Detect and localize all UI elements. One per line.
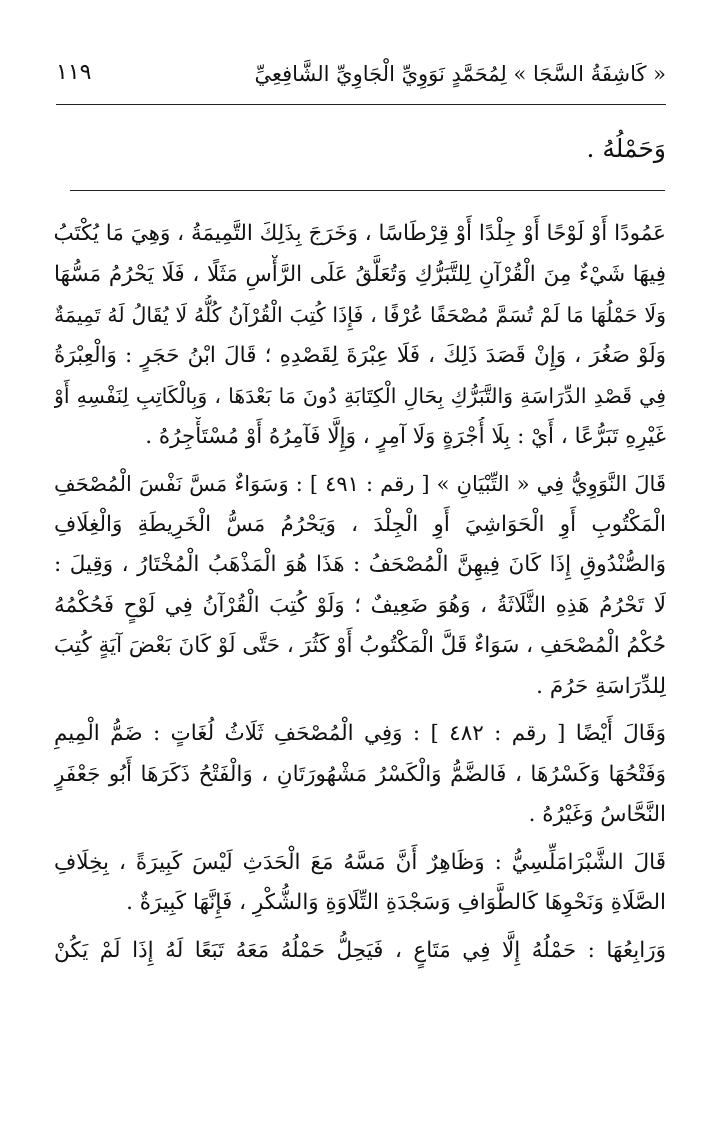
text-line: فِيهَا شَيْءٌ مِنَ الْقُرْآنِ لِلتَّبَرُّكِ وَتُعَلَّقُ عَلَى الرَّأْسِ مَثَلًا ، فَلَا يَحْرُمُ مَسُّهَا xyxy=(54,261,666,287)
separator-rule xyxy=(70,190,665,191)
header-rule xyxy=(56,104,666,105)
text-line: وَرَابِعُهَا : حَمْلُهُ إِلَّا فِي مَتَاعٍ ، فَيَحِلُّ حَمْلُهُ مَعَهُ تَبَعًا لَهُ إِذَا لَمْ يَكُنْ xyxy=(54,937,666,963)
text-line: فِي قَصْدِ الدِّرَاسَةِ وَالتَّبَرُّكِ بِحَالِ الْكِتَابَةِ دُونَ مَا بَعْدَهَا ، وَبِالْكَاتِبِ لِنَفْسِهِ أَوْ xyxy=(54,384,666,408)
carry-over-text: وَحَمْلُهُ . xyxy=(586,134,666,163)
text-line: لِلدِّرَاسَةِ حَرُمَ . xyxy=(536,673,666,699)
text-line: قَالَ النَّوَوِيُّ فِي « التِّبْيَانِ » [ رقم : ٤٩١ ] : وَسَوَاءٌ مَسَّ نَفْسَ الْمُصْحَفِ xyxy=(54,472,666,496)
body-text xyxy=(54,214,666,977)
page-header xyxy=(56,58,666,98)
text-line: الْمَكْتُوبِ أَوِ الْحَوَاشِيَ أَوِ الْجِلْدَ ، وَيَحْرُمُ مَسُّ الْخَرِيطَةِ وَالْغِلَافِ xyxy=(54,511,666,537)
text-line: حُكْمُ الْمُصْحَفِ ، سَوَاءٌ قَلَّ الْمَكْتُوبُ أَوْ كَثُرَ ، حَتَّى لَوْ كَانَ بَعْضَ آيَةٍ كُتِبَ xyxy=(54,633,666,658)
text-line: عَمُودًا أَوْ لَوْحًا أَوْ جِلْدًا أَوْ قِرْطَاسًا ، وَخَرَجَ بِذَلِكَ التَّمِيمَةُ ، وَهِيَ مَا يُكْتَبُ xyxy=(54,221,666,246)
paragraph xyxy=(54,714,666,836)
text-line: غَيْرِهِ تَبَرُّعًا ، أَيْ : بِلَا أُجْرَةٍ وَلَا آمِرٍ ، وَإِلَّا فَآمِرُهُ أَوْ مُسْتَأْجِرُهُ . xyxy=(145,423,666,449)
text-line: النَّحَّاسُ وَغَيْرُهُ . xyxy=(528,802,666,827)
paragraph xyxy=(54,214,666,457)
text-line: وَقَالَ أَيْضًا [ رقم : ٤٨٢ ] : وَفِي الْمُصْحَفِ ثَلَاثُ لُغَاتٍ : ضَمُّ الْمِيمِ xyxy=(54,721,666,746)
page-number: ١١٩ xyxy=(56,60,92,85)
text-line: لَا تَحْرُمُ هَذِهِ الثَّلَاثَةُ ، وَهُوَ ضَعِيفٌ ؛ وَلَوْ كُتِبَ الْقُرْآنُ فِي لَوْحٍ فَحُكْمُهُ xyxy=(54,592,666,618)
paragraph xyxy=(54,931,666,972)
paragraph xyxy=(54,843,666,924)
paragraph xyxy=(54,464,666,707)
text-line: الصَّلَاةِ وَنَحْوِهَا كَالطَّوَافِ وَسَجْدَةِ التِّلَاوَةِ وَالشُّكْرِ ، فَإِنَّهَا كَبِيرَةٌ . xyxy=(126,890,666,915)
text-line: وَلَوْ صَغُرَ ، وَإِنْ قَصَدَ ذَلِكَ ، فَلَا عِبْرَةَ لِقَصْدِهِ ؛ قَالَ ابْنُ حَجَرٍ : وَالْعِبْرَةُ xyxy=(54,342,666,368)
text-line: وَفَتْحُهَا وَكَسْرُهَا ، فَالضَّمُّ وَالْكَسْرُ مَشْهُورَتَانِ ، وَالْفَتْحُ ذَكَرَهَا أَبُو جَعْفَرٍ xyxy=(54,761,666,787)
text-line: قَالَ الشَّبْرَامَلِّسِيُّ : وَظَاهِرٌ أَنَّ مَسَّهُ مَعَ الْحَدَثِ لَيْسَ كَبِيرَةً ، بِخِلَافِ xyxy=(54,849,666,875)
running-title: « كَاشِفَةُ السَّجَا » لِمُحَمَّدٍ نَوَوِيِّ الْجَاوِيِّ الشَّافِعِيِّ xyxy=(254,62,666,86)
text-line: وَالصُّنْدُوقِ إِذَا كَانَ فِيهِنَّ الْمُصْحَفُ : هَذَا هُوَ الْمَذْهَبُ الْمُخْتَارُ ، وَقِيلَ : xyxy=(54,552,666,577)
text-line: وَلَا حَمْلُهَا مَا لَمْ تُسَمَّ مُصْحَفًا عُرْفًا ، فَإِذَا كُتِبَ الْقُرْآنُ كُلُّهُ لَا يُقَالُ لَهُ تَمِيمَةٌ xyxy=(54,303,666,327)
